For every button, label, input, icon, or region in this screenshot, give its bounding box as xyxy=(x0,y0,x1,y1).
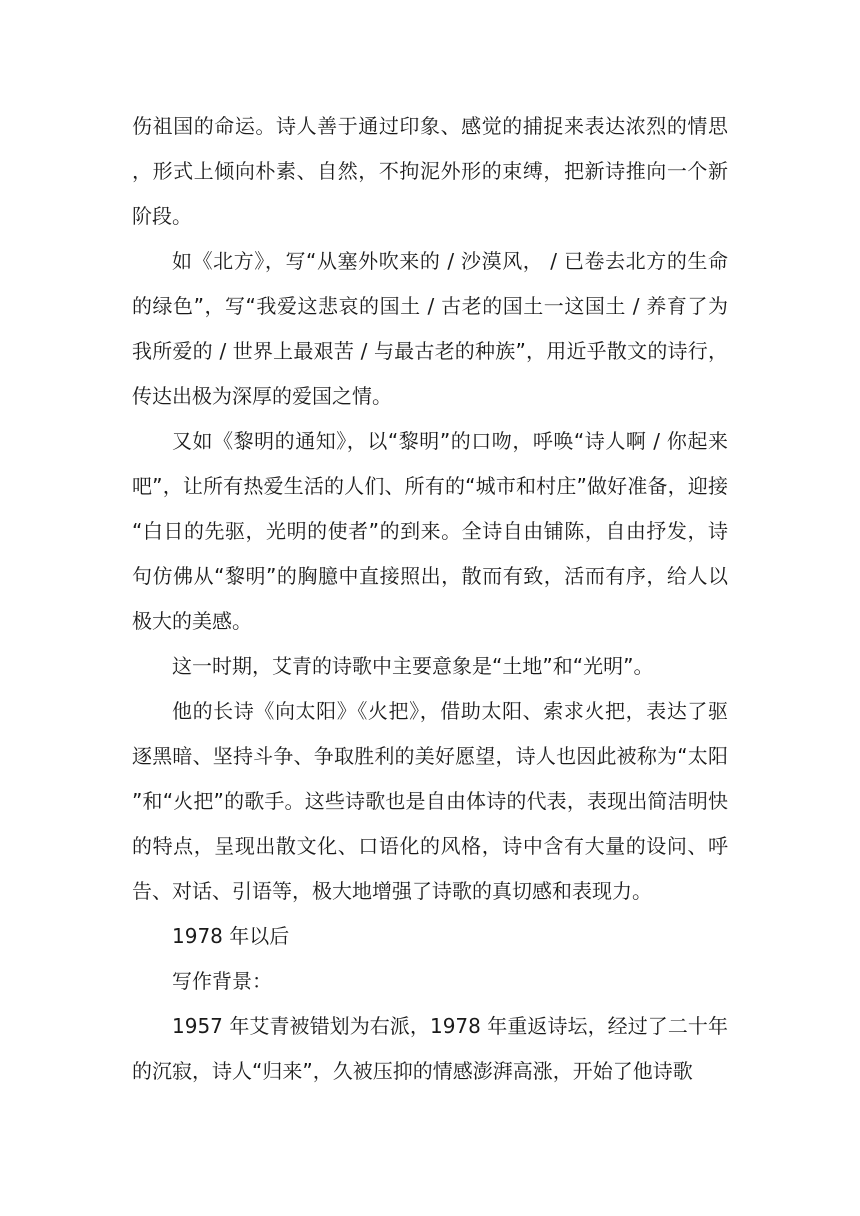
section-heading-after-1978: 1978 年以后 xyxy=(172,924,290,948)
paragraph-return: 1957 年艾青被错划为右派，1978 年重返诗坛，经过了二十年的沉寂，诗人“归来”，久被压抑的情感澎湃高涨，开始了他诗歌 xyxy=(132,1014,728,1083)
paragraph-dawn-notice: 又如《黎明的通知》，以“黎明”的口吻，呼唤“诗人啊 / 你起来吧”，让所有热爱生活的人们、所有的“城市和村庄”做好准备，迎接“白日的先驱，光明的使者”的到来。全诗自由铺陈，自由抒发，诗句仿佛从“黎明”的胸臆中直接照出，散而有致，活而有序，给人以极大的美感。 xyxy=(132,429,728,633)
subheading-writing-background: 写作背景： xyxy=(172,969,272,993)
paragraph-imagery: 这一时期，艾青的诗歌中主要意象是“土地”和“光明”。 xyxy=(172,654,654,678)
paragraph-north: 如《北方》，写“从塞外吹来的 / 沙漠风， / 已卷去北方的生命的绿色”，写“我爱这悲哀的国土 / 古老的国土一这国土 / 养育了为我所爱的 / 世界上最艰苦 / 与最古老的种族”，用近乎散文的诗行，传达出极为深厚的爱国之情。 xyxy=(132,249,728,408)
paragraph-long-poems: 他的长诗《向太阳》《火把》，借助太阳、索求火把，表达了驱逐黑暗、坚持斗争、争取胜利的美好愿望，诗人也因此被称为“太阳”和“火把”的歌手。这些诗歌也是自由体诗的代表，表现出简洁明快的特点，呈现出散文化、口语化的风格，诗中含有大量的设问、呼告、对话、引语等，极大地增强了诗歌的真切感和表现力。 xyxy=(132,699,728,903)
paragraph-continuation: 伤祖国的命运。诗人善于通过印象、感觉的捕捉来表达浓烈的情思，形式上倾向朴素、自然，不拘泥外形的束缚，把新诗推向一个新阶段。 xyxy=(132,114,728,228)
document-body xyxy=(132,104,728,1094)
